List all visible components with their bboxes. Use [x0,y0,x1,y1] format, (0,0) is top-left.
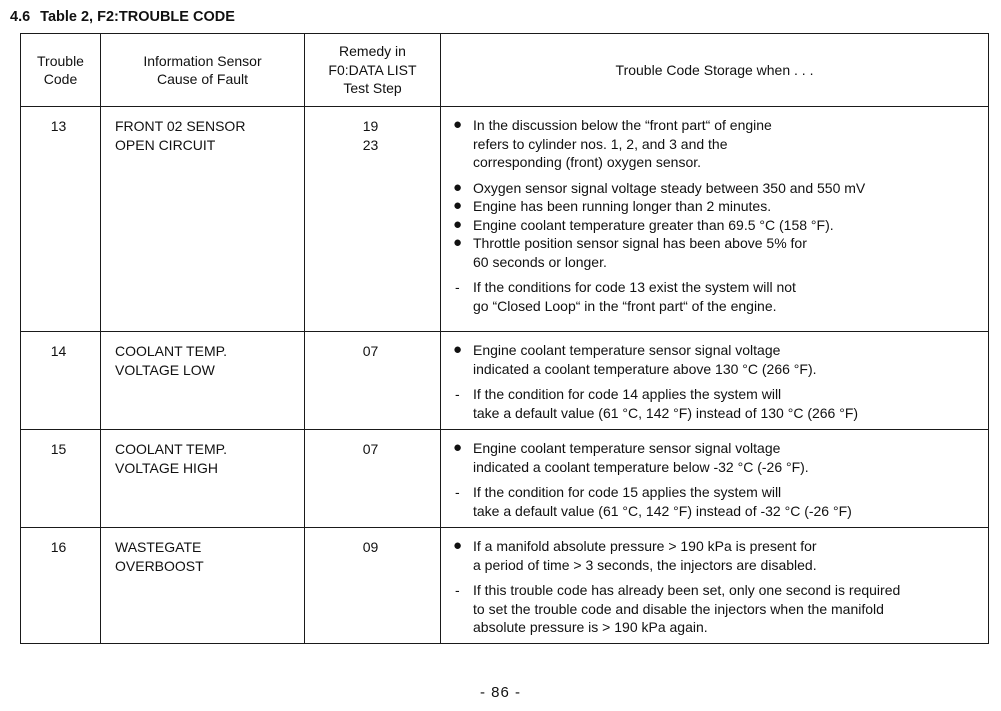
cause-of-fault-cell: COOLANT TEMP. VOLTAGE LOW [101,332,305,430]
bullet-item [453,439,982,476]
bullet-icon: ● [453,439,463,456]
remedy-step-cell: 09 [305,528,441,644]
header-remedy: Remedy in F0:DATA LIST Test Step [305,34,441,107]
trouble-code-cell: 13 [21,107,101,332]
condition-text: If the condition for code 15 applies the system will take a default value (61 °C, 142 °F) instead of -32 °C (-26 °F) [473,484,852,519]
bullet-icon: ● [453,197,463,214]
dash-icon: - [455,582,460,598]
remedy-step-cell: 07 [305,430,441,528]
bullet-item [453,179,982,198]
dash-note [453,483,982,520]
table-row [21,107,989,332]
bullet-icon: ● [453,215,463,233]
bullet-item [453,234,982,271]
condition-group [453,439,982,476]
condition-group [453,278,982,315]
trouble-code-cell: 16 [21,528,101,644]
bullet-icon: ● [453,178,463,196]
condition-group [453,179,982,272]
table-body [21,107,989,644]
dash-icon: - [455,279,460,295]
cause-of-fault-cell: FRONT 02 SENSOR OPEN CIRCUIT [101,107,305,332]
condition-text: Engine coolant temperature sensor signal voltage indicated a coolant temperature below -32 °C (-26 °F). [473,440,809,475]
condition-text: Engine has been running longer than 2 minutes. [473,198,772,214]
condition-text: If this trouble code has already been set, only one second is required to set the trouble code and disable the injectors when the manifold absolute pressure is > 190 kPa again. [473,582,901,635]
dash-note [453,278,982,315]
condition-group [453,483,982,520]
table-header-row [21,34,989,107]
condition-group [453,116,982,172]
dash-note [453,385,982,422]
table-row [21,430,989,528]
trouble-code-cell: 14 [21,332,101,430]
condition-group [453,581,982,637]
bullet-item [453,537,982,574]
storage-condition-cell [441,332,989,430]
trouble-code-cell: 15 [21,430,101,528]
trouble-code-table [20,33,989,644]
bullet-icon: ● [453,234,463,251]
condition-text: Oxygen sensor signal voltage steady between 350 and 550 mV [473,179,866,196]
section-title: Table 2, F2:TROUBLE CODE [40,9,235,25]
dash-icon: - [455,386,460,402]
dash-icon: - [455,484,460,500]
remedy-step-cell: 07 [305,332,441,430]
section-number: 4.6 [10,9,31,25]
header-trouble-code: Trouble Code [21,34,101,107]
condition-text: If the conditions for code 13 exist the system will not go “Closed Loop“ in the “front part“ of the engine. [473,279,796,314]
bullet-item [453,216,982,235]
page-number: - 86 - [479,684,521,701]
table-row [21,332,989,430]
table-row [21,528,989,644]
header-storage-condition: Trouble Code Storage when . . . [441,34,989,107]
section-heading [10,9,235,25]
bullet-item [453,116,982,172]
bullet-item [453,341,982,378]
bullet-icon: ● [453,116,463,133]
condition-group [453,385,982,422]
storage-condition-cell [441,107,989,332]
condition-text: Engine coolant temperature greater than 69.5 °C (158 °F). [473,216,834,233]
bullet-icon: ● [453,341,463,358]
bullet-icon: ● [453,537,463,554]
condition-text: In the discussion below the “front part“ of engine refers to cylinder nos. 1, 2, and 3 and the corresponding (front) oxygen sensor. [473,117,772,170]
condition-text: Throttle position sensor signal has been above 5% for 60 seconds or longer. [473,235,807,270]
remedy-step-cell: 19 23 [305,107,441,332]
condition-text: Engine coolant temperature sensor signal voltage indicated a coolant temperature above 130 °C (266 °F). [473,342,817,377]
condition-text: If a manifold absolute pressure > 190 kPa is present for a period of time > 3 seconds, the injectors are disabled. [473,538,817,573]
bullet-item [453,197,982,216]
cause-of-fault-cell: WASTEGATE OVERBOOST [101,528,305,644]
storage-condition-cell [441,528,989,644]
condition-text: If the condition for code 14 applies the system will take a default value (61 °C, 142 °F) instead of 130 °C (266 °F) [473,386,859,421]
storage-condition-cell [441,430,989,528]
cause-of-fault-cell: COOLANT TEMP. VOLTAGE HIGH [101,430,305,528]
header-cause-of-fault: Information Sensor Cause of Fault [101,34,305,107]
condition-group [453,537,982,574]
condition-group [453,341,982,378]
dash-note [453,581,982,637]
